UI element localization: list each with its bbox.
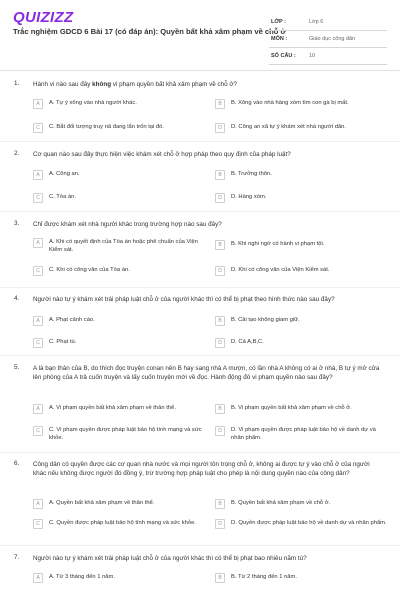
option-text: B. Khi nghi ngờ có hành vi phạm tội. [231, 241, 325, 247]
option-text: D. Công an xã tự ý khám xét nhà người dân. [231, 124, 347, 130]
option-a[interactable] [33, 499, 208, 509]
option-letter-box: B [215, 499, 225, 509]
option-letter-box: D [215, 193, 225, 203]
option-text: A. Từ 3 tháng đến 1 năm. [49, 574, 115, 580]
option-letter-box: B [215, 99, 225, 109]
header-divider [0, 70, 400, 71]
option-a[interactable] [33, 404, 208, 414]
question-number: 7. [14, 554, 20, 561]
option-text: A. Công an. [49, 171, 80, 177]
meta-row-count [269, 48, 387, 65]
option-letter-box: D [215, 266, 225, 276]
question-divider [0, 452, 400, 453]
question-number: 2. [14, 150, 20, 157]
option-c[interactable] [33, 266, 208, 276]
question-text: Công dân có quyền được các cơ quan nhà nước và mọi người tôn trọng chỗ ở, không ai được tự ý vào chỗ ở của người khác nếu không được người đó đồng ý, trừ trường hợp pháp luật cho phép là nội dung quyền nào của công dân? [33, 461, 370, 477]
option-letter-box: A [33, 499, 43, 509]
option-b[interactable] [215, 573, 390, 583]
option-letter-box: A [33, 404, 43, 414]
question-divider [0, 545, 400, 546]
option-letter-box: A [33, 316, 43, 326]
option-letter-box: D [215, 123, 225, 133]
option-letter-box: A [33, 170, 43, 180]
question-text: Chỉ được khám xét nhà người khác trong trường hợp nào sau đây? [33, 221, 222, 228]
option-a[interactable] [33, 316, 203, 326]
option-b[interactable] [215, 404, 390, 414]
meta-value: Lớp 6 [309, 19, 324, 25]
option-a[interactable] [33, 170, 203, 180]
option-text: C. Quyền được pháp luật bảo hộ tính mạng và sức khỏe. [49, 520, 196, 526]
meta-label: SỐ CÂU : [271, 53, 296, 59]
option-letter-box: B [215, 240, 225, 250]
question-text: Người nào tự ý khám xét trái pháp luật chỗ ở của người khác thì có thể bị phạt theo hình thức nào sau đây? [33, 296, 335, 303]
option-letter-box: B [215, 170, 225, 180]
question-divider [0, 355, 400, 356]
option-text: D. Hàng xóm. [231, 194, 267, 200]
option-c[interactable] [33, 426, 208, 442]
question-divider [0, 141, 400, 142]
option-letter-box: A [33, 99, 43, 109]
option-c[interactable] [33, 123, 208, 133]
worksheet-title: Trắc nghiệm GDCD 6 Bài 17 (có đáp án): Quyền bất khả xâm phạm về chỗ ở [13, 27, 286, 36]
question-text: Cơ quan nào sau đây thực hiện việc khám xét chỗ ở hợp pháp theo quy định của pháp luật? [33, 151, 291, 158]
option-letter-box: B [215, 404, 225, 414]
option-a[interactable] [33, 99, 193, 109]
option-b[interactable] [215, 99, 390, 109]
option-b[interactable] [215, 499, 390, 509]
option-b[interactable] [215, 316, 390, 326]
question-number: 3. [14, 220, 20, 227]
option-text: A. Khi có quyết định của Tòa án hoặc phê chuẩn của Viện Kiểm sát. [49, 239, 199, 253]
option-text: D. Vi phạm quyền được pháp luật bảo hộ về danh dự và nhân phẩm. [231, 427, 376, 441]
option-letter-box: C [33, 338, 43, 348]
option-letter-box: A [33, 238, 43, 248]
question-divider [0, 287, 400, 288]
quizizz-logo[interactable]: QUIZIZZ [13, 9, 74, 26]
option-letter-box: C [33, 266, 43, 276]
option-text: D. Khi có công văn của Viện Kiểm sát. [231, 267, 330, 273]
option-letter-box: B [215, 316, 225, 326]
meta-row-subject [269, 31, 387, 48]
option-d[interactable] [215, 338, 390, 348]
option-text: C. Phạt tù. [49, 339, 77, 345]
option-letter-box: C [33, 123, 43, 133]
option-d[interactable] [215, 426, 390, 442]
meta-row-class [269, 14, 387, 31]
option-text: C. Bắt đối tượng truy nã đang lẩn trốn tại đó. [49, 124, 164, 130]
question-number: 4. [14, 295, 20, 302]
meta-value: 10 [309, 53, 316, 59]
option-text: B. Vi phạm quyền bất khả xâm phạm về chỗ ở. [231, 405, 352, 411]
worksheet-meta [269, 14, 387, 65]
worksheet-header [0, 0, 400, 66]
option-letter-box: D [215, 338, 225, 348]
option-text: C. Tòa án. [49, 194, 76, 200]
option-text: D. Cả A,B,C. [231, 339, 264, 345]
option-d[interactable] [215, 519, 390, 529]
option-letter-box: C [33, 426, 43, 436]
option-letter-box: B [215, 573, 225, 583]
question-number: 6. [14, 460, 20, 467]
option-c[interactable] [33, 519, 208, 529]
option-text: A. Vi phạm quyền bất khả xâm phạm về thân thể. [49, 405, 176, 411]
meta-value: Giáo dục công dân [309, 36, 356, 42]
option-b[interactable] [215, 240, 390, 250]
option-letter-box: D [215, 519, 225, 529]
option-text: B. Cải tạo không giam giữ. [231, 317, 300, 323]
option-c[interactable] [33, 193, 203, 203]
meta-label: LỚP : [271, 19, 286, 25]
option-d[interactable] [215, 266, 390, 276]
option-text: B. Quyền bất khả xâm phạm về chỗ ở. [231, 500, 331, 506]
option-text: A. Tự ý xông vào nhà người khác. [49, 100, 137, 106]
option-text: A. Quyền bất khả xâm phạm về thân thể. [49, 500, 155, 506]
question-number: 1. [14, 80, 20, 87]
option-b[interactable] [215, 170, 390, 180]
question-text: Người nào tự ý khám xét trái pháp luật chỗ ở của người khác thì có thể bị phạt bao nhiêu năm tù? [33, 555, 307, 562]
option-text: B. Xông vào nhà hàng xóm tìm con gà bị mất. [231, 100, 349, 106]
option-letter-box: C [33, 193, 43, 203]
option-text: B. Trưởng thôn. [231, 171, 272, 177]
question-text: Hành vi nào sau đây không vi phạm quyền bất khả xâm phạm về chỗ ở? [33, 81, 238, 88]
option-text: C. Khi có công văn của Tòa án. [49, 267, 130, 273]
question-text: A là bạn thân của B, do thích đọc truyện conan nên B hay sang nhà A mượn, có lần nhà A không có ai ở nhà, B tự ý mở cửa lên phòng của A trả cuốn truyện và lấy cuốn truyện mới về đọc. Hành động đó vi phạm quyền nào sau đây? [33, 365, 380, 381]
question-number: 5. [14, 364, 20, 371]
meta-label: MÔN : [271, 36, 288, 42]
option-d[interactable] [215, 193, 390, 203]
option-a[interactable] [33, 238, 208, 254]
option-a[interactable] [33, 573, 203, 583]
option-letter-box: D [215, 426, 225, 436]
option-letter-box: A [33, 573, 43, 583]
option-text: B. Từ 2 tháng đến 1 năm. [231, 574, 297, 580]
option-text: D. Quyền được pháp luật bảo hộ về danh dự và nhân phẩm. [231, 520, 387, 526]
option-text: A. Phạt cảnh cáo. [49, 317, 95, 323]
option-text: C. Vi phạm quyền được pháp luật bảo hộ tính mạng và sức khỏe. [49, 427, 202, 441]
question-divider [0, 211, 400, 212]
option-c[interactable] [33, 338, 203, 348]
option-d[interactable] [215, 123, 390, 133]
option-letter-box: C [33, 519, 43, 529]
